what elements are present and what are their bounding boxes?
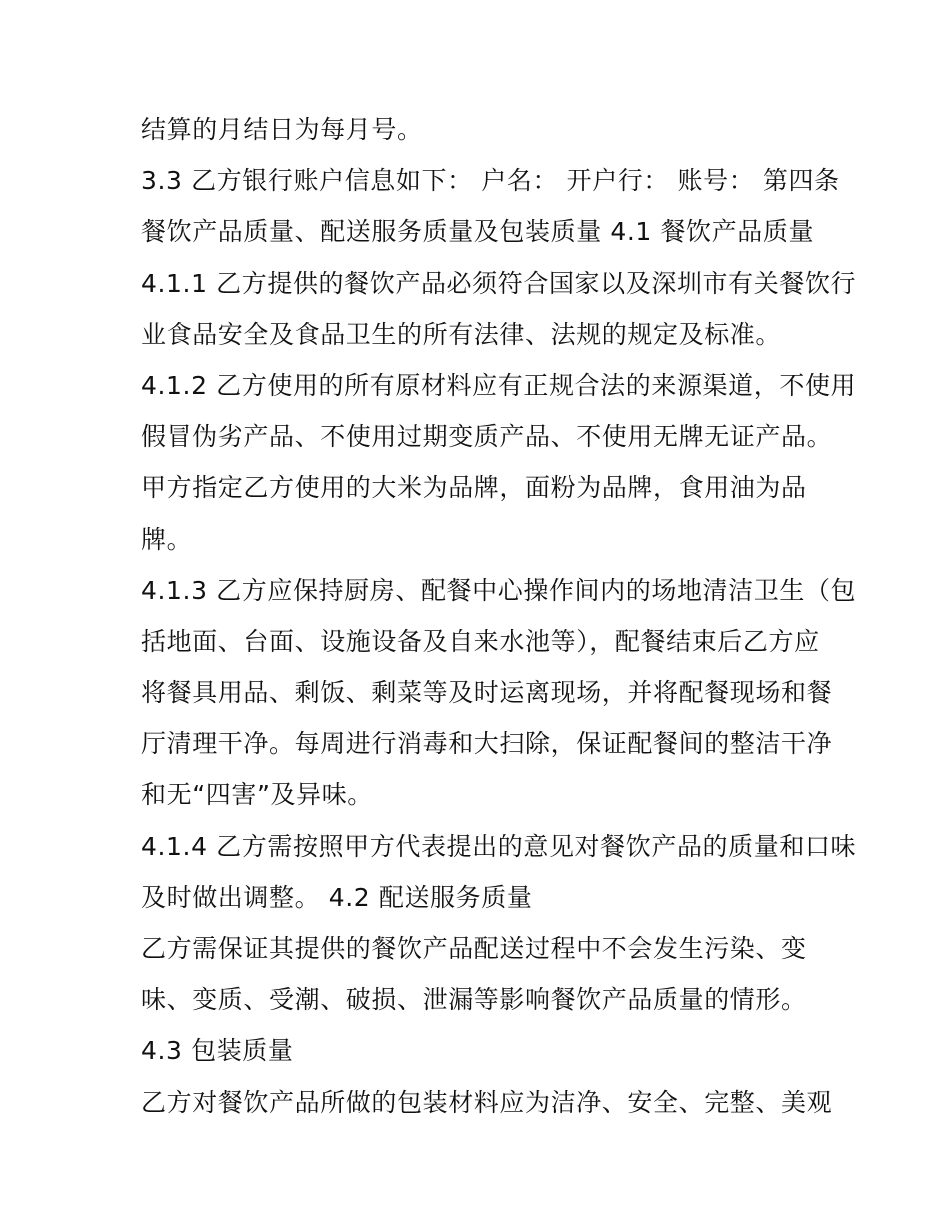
text-line: 餐饮产品质量、配送服务质量及包装质量 4.1 餐饮产品质量 <box>141 217 815 247</box>
text-line: 乙方对餐饮产品所做的包装材料应为洁净、安全、完整、美观 <box>141 1087 833 1117</box>
document-body <box>141 104 857 1128</box>
text-line: 假冒伪劣产品、不使用过期变质产品、不使用无牌无证产品。 <box>141 422 833 452</box>
text-line: 甲方指定乙方使用的大米为品牌，面粉为品牌，食用油为品 <box>141 473 807 503</box>
text-line: 乙方需保证其提供的餐饮产品配送过程中不会发生污染、变 <box>141 934 807 963</box>
text-line: 结算的月结日为每月号。 <box>141 115 423 144</box>
text-line: 味、变质、受潮、破损、泄漏等影响餐饮产品质量的情形。 <box>141 985 807 1015</box>
text-line: 4.1.2 乙方使用的所有原材料应有正规合法的来源渠道，不使用 <box>141 370 857 400</box>
text-line: 括地面、台面、设施设备及自来水池等），配餐结束后乙方应 <box>141 626 820 656</box>
text-line: 及时做出调整。 4.2 配送服务质量 <box>141 882 533 912</box>
text-line: 3.3 乙方银行账户信息如下： 户名： 开户行： 账号： 第四条 <box>141 166 840 196</box>
text-line: 业食品安全及食品卫生的所有法律、法规的规定及标准。 <box>141 319 782 349</box>
text-line: 和无“四害”及异味。 <box>141 780 373 810</box>
text-line: 将餐具用品、剩饭、剩菜等及时运离现场，并将配餐现场和餐 <box>141 678 833 708</box>
text-line: 4.3 包装质量 <box>141 1036 294 1066</box>
text-line: 4.1.4 乙方需按照甲方代表提出的意见对餐饮产品的质量和口味 <box>141 831 857 861</box>
text-line: 厅清理干净。每周进行消毒和大扫除，保证配餐间的整洁干净 <box>141 729 833 759</box>
text-line: 4.1.3 乙方应保持厨房、配餐中心操作间内的场地清洁卫生（包 <box>141 575 857 605</box>
text-line: 牌。 <box>141 524 193 554</box>
text-line: 4.1.1 乙方提供的餐饮产品必须符合国家以及深圳市有关餐饮行 <box>141 268 857 298</box>
